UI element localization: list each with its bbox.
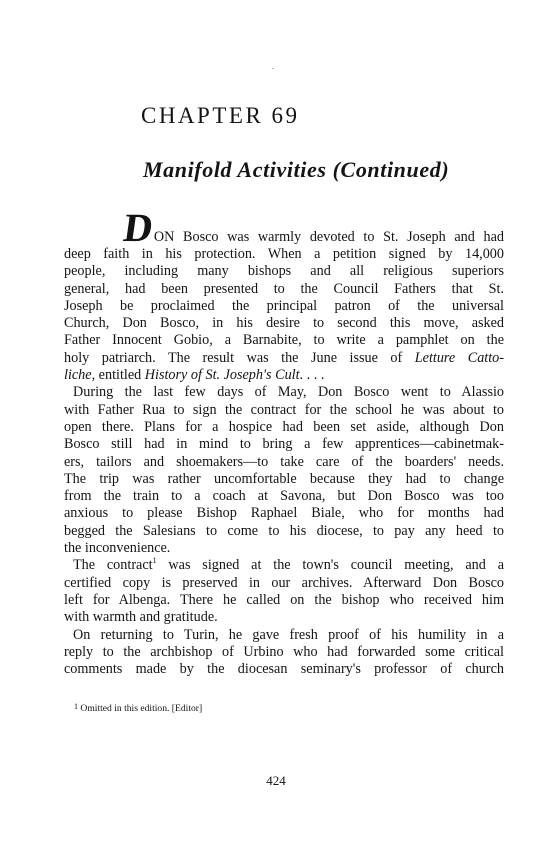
opening-line <box>64 198 504 250</box>
paragraph-1 <box>64 246 504 384</box>
text-run: The contract <box>73 557 153 574</box>
paragraph-4 <box>64 627 504 679</box>
text-line: Bosco still had in mind to bring a few apprentices—cabinetmak- <box>64 436 504 453</box>
text-line: reply to the archbishop of Urbino who had forwarded some critical <box>64 643 504 660</box>
text-line: Church, Don Bosco, in his desire to second this move, asked <box>64 315 504 332</box>
body-text <box>64 198 504 678</box>
paragraph-2 <box>64 384 504 557</box>
text-line: anxious to please Bishop Raphael Biale, who for months had <box>64 505 504 522</box>
text-line: begged the Salesians to come to his diocese, to pay any heed to <box>64 522 504 539</box>
text-line: Father Innocent Gobio, a Barnabite, to write a pamphlet on the <box>64 332 504 349</box>
text-line: open there. Plans for a hospice had been set aside, although Don <box>64 418 504 435</box>
text-line: The trip was rather uncomfortable because they had to change <box>64 470 504 487</box>
text-line: with warmth and gratitude. <box>64 609 218 626</box>
chapter-subtitle: Manifold Activities (Continued) <box>143 157 450 182</box>
text-line: holy patriarch. The result was the June issue of Letture Catto- <box>64 349 504 366</box>
footnote <box>74 703 202 714</box>
text-line: Joseph be proclaimed the principal patron of the universal <box>64 297 504 314</box>
chapter-heading: CHAPTER 69 <box>141 103 300 128</box>
text-line: with Father Rua to sign the contract for the school he was about to <box>64 401 504 418</box>
footnote-marker: 1 <box>74 702 78 711</box>
footnote-reference: 1 <box>152 556 157 566</box>
page-speck <box>272 68 274 69</box>
text-line: During the last few days of May, Don Bosco went to Alassio <box>73 384 504 401</box>
paragraph-3 <box>64 575 504 627</box>
text-line: certified copy is preserved in our archives. Afterward Don Bosco <box>64 574 504 591</box>
text-line: On returning to Turin, he gave fresh proof of his humility in a <box>73 626 504 643</box>
text-line: from the train to a coach at Savona, but Don Bosco was too <box>64 488 504 505</box>
drop-cap: D <box>120 205 156 250</box>
text-line: liche, entitled History of St. Joseph's Cult. . . . <box>64 367 325 384</box>
text-line: the inconvenience. <box>64 540 171 557</box>
text-line: ers, tailors and shoemakers—to take care of the boarders' needs. <box>64 453 504 470</box>
page-number: 424 <box>266 773 286 788</box>
text-run: was signed at the town's council meeting, and a <box>156 557 504 574</box>
text-line: deep faith in his protection. When a petition signed by 14,000 <box>64 246 504 262</box>
footnote-text: Omitted in this edition. [Editor] <box>78 703 203 714</box>
text-line: left for Albenga. There he called on the bishop who received him <box>64 591 504 608</box>
text-line: comments made by the diocesan seminary's professor of church <box>64 661 504 678</box>
text-line: general, had been presented to the Council Fathers that St. <box>64 280 504 297</box>
opening-line-text: ON Bosco was warmly devoted to St. Joseph and had <box>153 228 504 245</box>
paragraph-3-first-line <box>64 557 504 574</box>
text-line: people, including many bishops and all religious superiors <box>64 263 504 280</box>
